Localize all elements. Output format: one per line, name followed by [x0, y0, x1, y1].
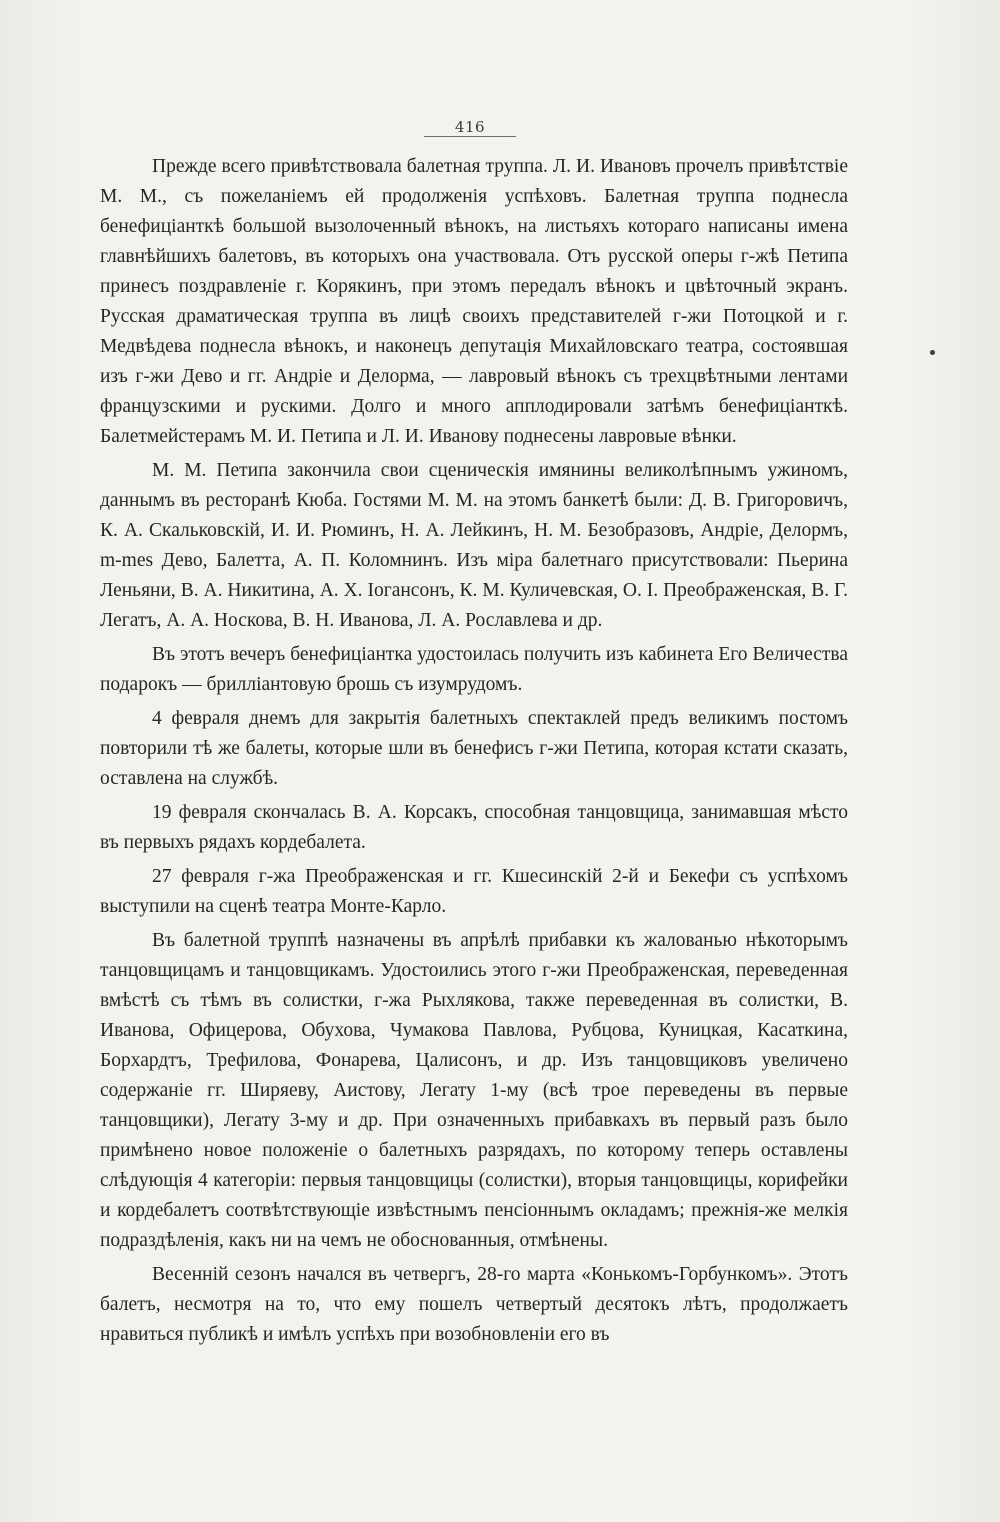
- page-number-rule: [424, 136, 516, 137]
- page-number: 416: [454, 118, 486, 136]
- paragraph-5: 19 февраля скончалась В. А. Корсакъ, способная танцовщица, занимавшая мѣсто въ первыхъ рядахъ кордебалета.: [100, 802, 848, 853]
- ink-speck: [930, 350, 935, 355]
- paragraph-4: 4 февраля днемъ для закрытія балетныхъ спектаклей предъ великимъ постомъ повторили тѣ же балеты, которые шли въ бенефисъ г-жи Петипа, которая кстати сказать, оставлена на службѣ.: [100, 708, 848, 789]
- page-body-text: [100, 152, 848, 1354]
- paragraph-7: Въ балетной труппѣ назначены въ апрѣлѣ прибавки къ жалованью нѣкоторымъ танцовщицамъ и танцовщикамъ. Удостоились этого г-жи Преображенская, переведенная вмѣстѣ съ тѣмъ въ солистки, г-жа Рыхлякова, также переведенная въ солистки, В. Иванова, Офицерова, Обухова, Чумакова Павлова, Рубцова, Куницкая, Касаткина, Борхардтъ, Трефилова, Фонарева, Цалисонъ, и др. Изъ танцовщиковъ увеличено содержаніе гг. Ширяеву, Аистову, Легату 1-му (всѣ трое переведены въ первые танцовщики), Легату 3-му и др. При означенныхъ прибавкахъ въ первый разъ было примѣнено новое положеніе о балетныхъ разрядахъ, по которому теперь оставлены слѣдующія 4 категоріи: первыя танцовщицы (солистки), вторыя танцовщицы, корифейки и кордебалетъ соотвѣтствующіе извѣстнымъ пенсіоннымъ окладамъ; прежнія-же мелкія подраздѣленія, какъ ни на чемъ не обоснованныя, отмѣнены.: [100, 930, 848, 1251]
- paragraph-6: 27 февраля г-жа Преображенская и гг. Кшесинскій 2-й и Бекефи съ успѣхомъ выступили на сценѣ театра Монте-Карло.: [100, 866, 848, 917]
- paragraph-1: Прежде всего привѣтствовала балетная труппа. Л. И. Ивановъ прочелъ привѣтствіе М. М., съ пожеланіемъ ей продолженія успѣховъ. Балетная труппа поднесла бенефиціанткѣ большой вызолоченный вѣнокъ, на листьяхъ котораго написаны имена главнѣйшихъ балетовъ, въ которыхъ она участвовала. Отъ русской оперы г-жѣ Петипа принесъ поздравленіе г. Корякинъ, при этомъ передалъ вѣнокъ и цвѣточный экранъ. Русская драматическая труппа въ лицѣ своихъ представителей г-жи Потоцкой и г. Медвѣдева поднесла вѣнокъ, и наконецъ депутація Михайловскаго театра, состоявшая изъ г-жи Дево и гг. Андріе и Делорма, — лавровый вѣнокъ съ трехцвѣтными лентами французскими и рускими. Долго и много апплодировали затѣмъ бенефиціанткѣ. Балетмейстерамъ М. И. Петипа и Л. И. Иванову поднесены лавровые вѣнки.: [100, 156, 848, 447]
- paragraph-3: Въ этотъ вечеръ бенефиціантка удостоилась получить изъ кабинета Его Величества подарокъ — брилліантовую брошь съ изумрудомъ.: [100, 644, 848, 695]
- paragraph-8: Весенній сезонъ начался въ четвергъ, 28-го марта «Конькомъ-Горбункомъ». Этотъ балетъ, несмотря на то, что ему пошелъ четвертый десятокъ лѣтъ, продолжаетъ нравиться публикѣ и имѣлъ успѣхъ при возобновленіи его въ: [100, 1264, 848, 1345]
- paragraph-2: М. М. Петипа закончила свои сценическія имянины великолѣпнымъ ужиномъ, даннымъ въ ресторанѣ Кюба. Гостями М. М. на этомъ банкетѣ были: Д. В. Григоровичъ, К. А. Скальковскій, И. И. Рюминъ, Н. А. Лейкинъ, Н. М. Безобразовъ, Андріе, Делормъ, m-mes Дево, Балетта, А. П. Коломнинъ. Изъ міра балетнаго присутствовали: Пьерина Леньяни, В. А. Никитина, А. Х. Іогансонъ, К. М. Куличевская, О. І. Преображенская, В. Г. Легатъ, А. А. Носкова, В. Н. Иванова, Л. А. Рославлева и др.: [100, 460, 848, 631]
